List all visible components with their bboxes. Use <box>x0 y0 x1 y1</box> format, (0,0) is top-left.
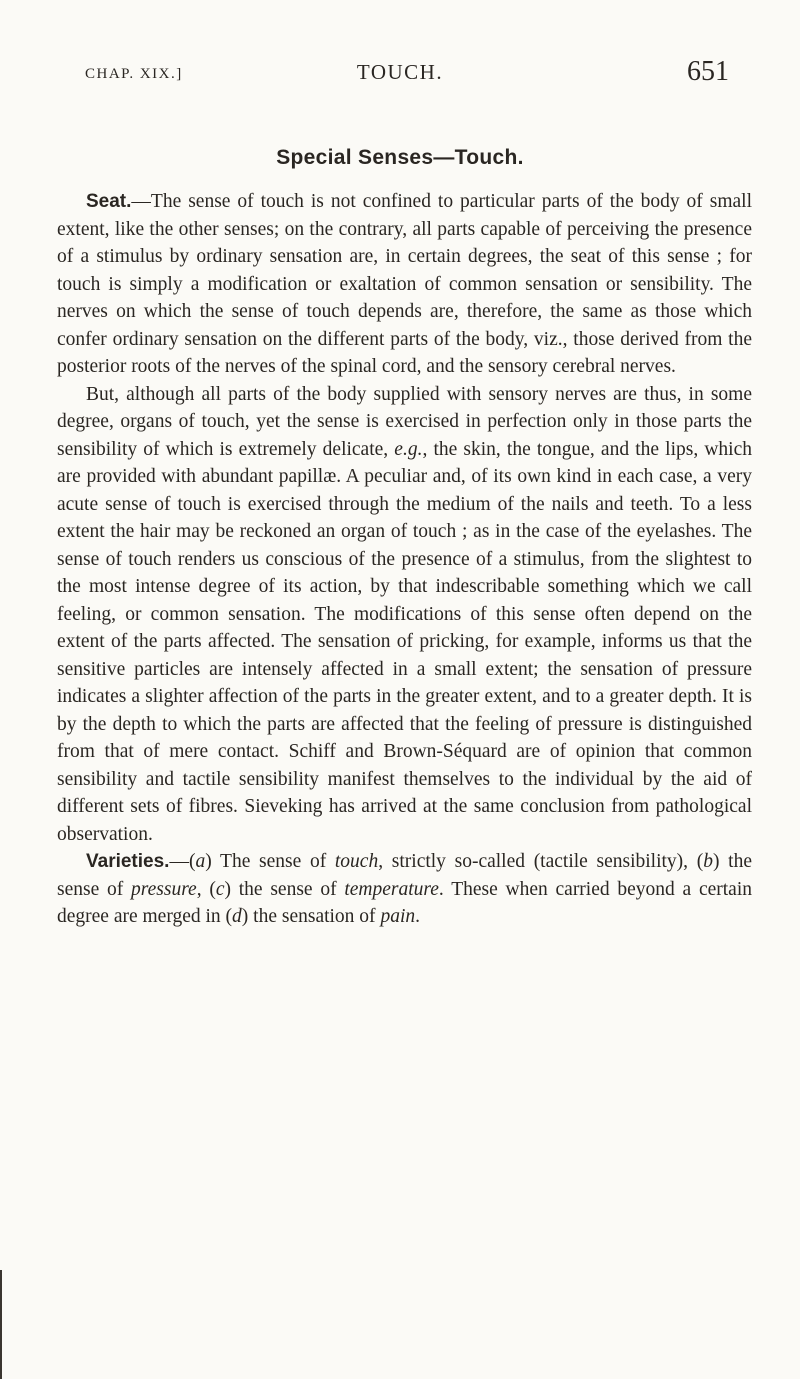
text-run: —( <box>169 851 196 872</box>
running-header <box>55 52 745 92</box>
paragraph-but <box>57 381 752 849</box>
paragraph-varieties <box>57 848 752 931</box>
paragraph-text-but-2: , the skin, the tongue, and the lips, which are provided with abundant papillæ. A peculiar and, of its own kind in each case, a very acute sense of touch is exercised through the medium of the nails and teeth. To a less extent the hair may be reckoned an organ of touch ; as in the case of the eyelashes. The sense of touch renders us conscious of the presence of a stimulus, from the slightest to the most intense degree of its action, by that indescribable something which we call feeling, or common sensation. The modifications of this sense often depend on the extent of the parts affected. The sensation of pricking, for example, informs us that the sensitive particles are intensely affected in a small extent; the sensation of pressure indicates a slighter affection of the parts in the greater extent, and to a greater depth. It is by the depth to which the parts are affected that the feeling of pressure is distinguished from that of mere contact. Schiff and Brown-Séquard are of opinion that common sensibility and tactile sensibility manifest themselves to the individual by the aid of different sets of fibres. Sieveking has arrived at the same conclusion from pathological observation. <box>57 438 752 845</box>
text-run: ) the sensation of <box>241 906 381 927</box>
italic-touch: touch <box>334 851 379 872</box>
italic-pressure: pressure <box>131 878 197 900</box>
italic-letter-d: d <box>232 906 242 927</box>
text-run: . <box>415 906 420 927</box>
italic-letter-b: b <box>703 851 713 872</box>
body-text <box>57 188 752 931</box>
text-run: . These when carried beyond a certain degree are merged in ( <box>57 878 752 927</box>
running-title: TOUCH. <box>356 60 444 84</box>
paragraph-text-seat: —The sense of touch is not confined to particular parts of the body of small extent, like the other senses; on the contrary, all parts capable of perceiving the presence of a stimulus by ordinary sensation are, in certain degrees, the seat of this sense ; for touch is simply a modification or exaltation of common sensation or sensibility. The nerves on which the sense of touch depends are, therefore, the same as those which confer ordinary sensation on the different parts of the body, viz., those derived from the posterior roots of the nerves of the spinal cord, and the sensory cerebral nerves. <box>57 191 752 377</box>
paragraph-seat <box>57 188 752 381</box>
italic-letter-c: c <box>215 878 225 900</box>
italic-temperature: temperature <box>344 878 439 900</box>
text-run: ) the sense of <box>224 878 345 900</box>
text-run: , strictly so-called (tactile sensibility), ( <box>378 851 704 872</box>
chapter-label: CHAP. XIX.] <box>85 66 183 82</box>
paragraph-text-but-1: But, although all parts of the body supplied with sensory nerves are thus, in some degree, organs of touch, yet the sense is exercised in perfection only in those parts the sensibility of which is extremely delicate, <box>57 383 752 460</box>
text-run: , ( <box>196 878 216 900</box>
text-run: ) The sense of <box>205 851 335 872</box>
page-number: 651 <box>687 56 729 87</box>
italic-pain: pain <box>380 906 416 927</box>
section-title: Special Senses—Touch. <box>276 146 524 169</box>
margin-rule <box>0 1270 2 1379</box>
italic-letter-a: a <box>195 851 206 872</box>
italic-eg: e.g. <box>394 438 423 460</box>
text-run: ) the sense of <box>57 851 752 900</box>
paragraph-lead-varieties: Varieties. <box>86 851 170 872</box>
paragraph-lead-seat: Seat. <box>86 191 132 212</box>
